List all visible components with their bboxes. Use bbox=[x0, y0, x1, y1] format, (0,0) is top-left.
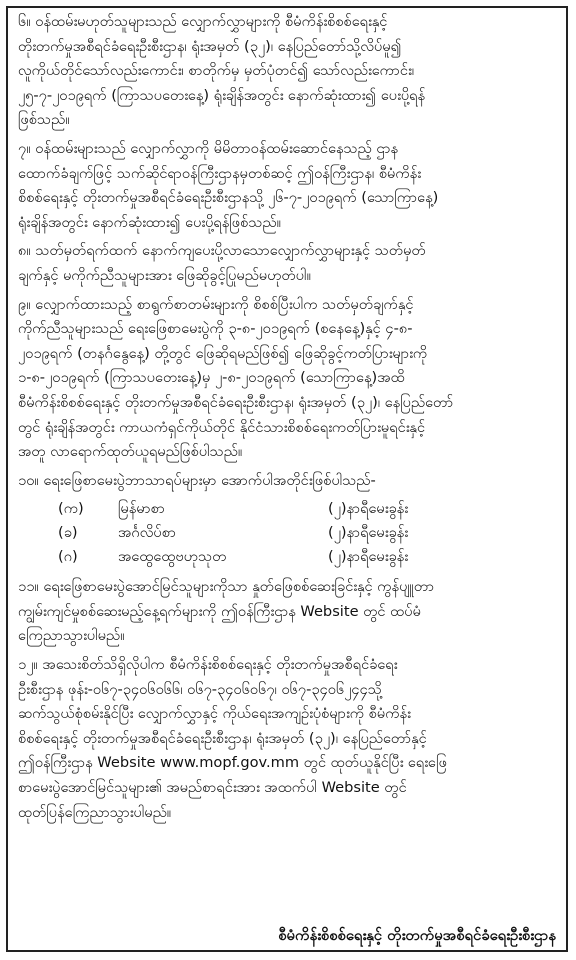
text-line: ၇။ ဝန်ထမ်းများသည် လျှောက်လွှာကို မိမိတာဝန်ထမ်းဆောင်နေသည့် ဌာန bbox=[18, 139, 399, 157]
text-line: ဆက်သွယ်စုံစမ်းနိုင်ပြီး လျှောက်လွှာနှင့် ကိုယ်ရေးအကျဉ်းပုံစံများကို စီမံကိန်း bbox=[18, 705, 411, 723]
exam-subject-list bbox=[18, 497, 558, 569]
subject-duration: (၂)နာရီမေးခွန်း bbox=[328, 523, 408, 541]
text-line: ၂၅-၇-၂၀၁၉ရက် (ကြာသပတေးနေ့) ရုံးချိန်အတွင်း နောက်ဆုံးထား၍ ပေးပို့ရန် bbox=[18, 86, 426, 104]
paragraph-8 bbox=[18, 239, 558, 288]
subject-row bbox=[18, 521, 558, 545]
text-line: ဦးစီးဌာန ဖုန်း-၀၆၇-၃၄၀၆၀၆၆၊ ၀၆၇-၃၄၀၆၀၆၇၊ ၀၆၇-၃၄၀၆၂၄၄သို့ bbox=[18, 680, 382, 698]
notice-body bbox=[18, 10, 558, 829]
text-line: စာမေးပွဲအောင်မြင်သူများ၏ အမည်စာရင်းအား အထက်ပါ Website တွင် bbox=[18, 779, 407, 797]
text-line: ထုတ်ပြန်ကြေညာသွားပါမည်။ bbox=[18, 803, 172, 821]
text-line: ထောက်ခံချက်ဖြင့် သက်ဆိုင်ရာဝန်ကြီးဌာနမှတစ်ဆင့် ဤဝန်ကြီးဌာန၊ စီမံကိန်း bbox=[18, 164, 421, 182]
text-line: ၁၁။ ရေးဖြေစာမေးပွဲအောင်မြင်သူများကိုသာ နှုတ်ဖြေစစ်ဆေးခြင်းနှင့် ကွန်ပျူတာ bbox=[18, 578, 435, 596]
issuing-department: စီမံကိန်းစိစစ်ရေးနှင့် တိုးတက်မှုအစီရင်ခံရေးဦးစီးဌာန bbox=[278, 927, 556, 944]
paragraph-12 bbox=[18, 653, 558, 825]
text-line: ၁၂။ အသေးစိတ်သိရှိလိုပါက စီမံကိန်းစိစစ်ရေးနှင့် တိုးတက်မှုအစီရင်ခံရေး bbox=[18, 656, 398, 674]
text-line: စိစစ်ရေးနှင့် တိုးတက်မှုအစီရင်ခံရေးဦးစီးဌာနသို့ ၂၆-၇-၂၀၁၉ရက် (သောကြာနေ့) bbox=[18, 189, 439, 207]
subject-duration: (၂)နာရီမေးခွန်း bbox=[328, 547, 408, 565]
text-line: ဤဝန်ကြီးဌာန Website www.mopf.gov.mm တွင် ထုတ်ယူနိုင်ပြီး ရေးဖြေ bbox=[18, 754, 447, 772]
text-line: ကြေညာသွားပါမည်။ bbox=[18, 627, 125, 645]
text-line: လူကိုယ်တိုင်သော်လည်းကောင်း၊ စာတိုက်မှ မှတ်ပုံတင်၍ သော်လည်းကောင်း၊ bbox=[18, 62, 415, 80]
text-line: တွင် ရုံးချိန်အတွင်း ကာယကံရှင်ကိုယ်တိုင် နိုင်ငံသားစိစစ်ရေးကတ်ပြားမူရင်းနှင့် bbox=[18, 418, 426, 436]
subject-row bbox=[18, 545, 558, 569]
subject-name: အင်္ဂလိပ်စာ bbox=[118, 523, 176, 541]
text-line: ၈။ သတ်မှတ်ရက်ထက် နောက်ကျပေးပို့လာသောလျှောက်လွှာများနှင့် သတ်မှတ် bbox=[18, 242, 426, 260]
text-line: ဖြစ်သည်။ bbox=[18, 111, 70, 129]
text-line: ၁-၈-၂၀၁၉ရက် (ကြာသပတေးနေ့)မှ ၂-၈-၂၀၁၉ရက် (သောကြာနေ့)အထိ bbox=[18, 369, 405, 387]
text-line: ကျွမ်းကျင်မှုစစ်ဆေးမည့်နေ့ရက်များကို ဤဝန်ကြီးဌာန Website တွင် ထပ်မံ bbox=[18, 602, 421, 620]
paragraph-7 bbox=[18, 137, 558, 235]
paragraph-9 bbox=[18, 293, 558, 465]
text-line: တိုးတက်မှုအစီရင်ခံရေးဦးစီးဌာန၊ ရုံးအမှတ် (၃၂)၊ နေပြည်တော်သို့လိပ်မူ၍ bbox=[18, 37, 402, 55]
text-line: ၁၀။ ရေးဖြေစာမေးပွဲဘာသာရပ်များမှာ အောက်ပါအတိုင်းဖြစ်ပါသည်- bbox=[18, 471, 376, 489]
subject-duration: (၂)နာရီမေးခွန်း bbox=[328, 499, 408, 517]
paragraph-11 bbox=[18, 575, 558, 649]
subject-name: အထွေထွေဗဟုသုတ bbox=[118, 547, 227, 565]
paragraph-10 bbox=[18, 469, 558, 494]
subject-number: (က) bbox=[58, 499, 84, 517]
text-line: ၂၀၁၉ရက် (တနင်္ဂနွေနေ့) တို့တွင် ဖြေဆိုရမည်ဖြစ်၍ ဖြေဆိုခွင့်ကတ်ပြားများကို bbox=[18, 344, 428, 362]
text-line: ရုံးချိန်အတွင်း နောက်ဆုံးထား၍ ပေးပို့ရန်ဖြစ်သည်။ bbox=[18, 213, 281, 231]
text-line: စိစစ်ရေးနှင့် တိုးတက်မှုအစီရင်ခံရေးဦးစီးဌာန၊ ရုံးအမှတ် (၃၂)၊ နေပြည်တော်နှင့် bbox=[18, 729, 427, 747]
text-line: ချက်နှင့် မကိုက်ညီသူများအား ဖြေဆိုခွင့်ပြုမည်မဟုတ်ပါ။ bbox=[18, 266, 312, 284]
text-line: ၉။ လျှောက်ထားသည့် စာရွက်စာတမ်းများကို စိစစ်ပြီးပါက သတ်မှတ်ချက်နှင့် bbox=[18, 295, 414, 313]
subject-name: မြန်မာစာ bbox=[118, 499, 165, 517]
text-line: ကိုက်ညီသူများသည် ရေးဖြေစာမေးပွဲကို ၃-၈-၂၀၁၉ရက် (စနေနေ့)နှင့် ၄-၈- bbox=[18, 320, 413, 338]
subject-row bbox=[18, 497, 558, 521]
text-line: အတူ လာရောက်ထုတ်ယူရမည်ဖြစ်ပါသည်။ bbox=[18, 443, 243, 461]
text-line: ၆။ ဝန်ထမ်းမဟုတ်သူများသည် လျှောက်လွှာများကို စီမံကိန်းစိစစ်ရေးနှင့် bbox=[18, 13, 388, 30]
subject-number: (ဂ) bbox=[58, 547, 78, 565]
text-line: စီမံကိန်းစိစစ်ရေးနှင့် တိုးတက်မှုအစီရင်ခံရေးဦးစီးဌာန၊ ရုံးအမှတ် (၃၂)၊ နေပြည်တော် bbox=[18, 393, 454, 411]
subject-number: (ခ) bbox=[58, 523, 78, 541]
paragraph-6 bbox=[18, 10, 558, 133]
